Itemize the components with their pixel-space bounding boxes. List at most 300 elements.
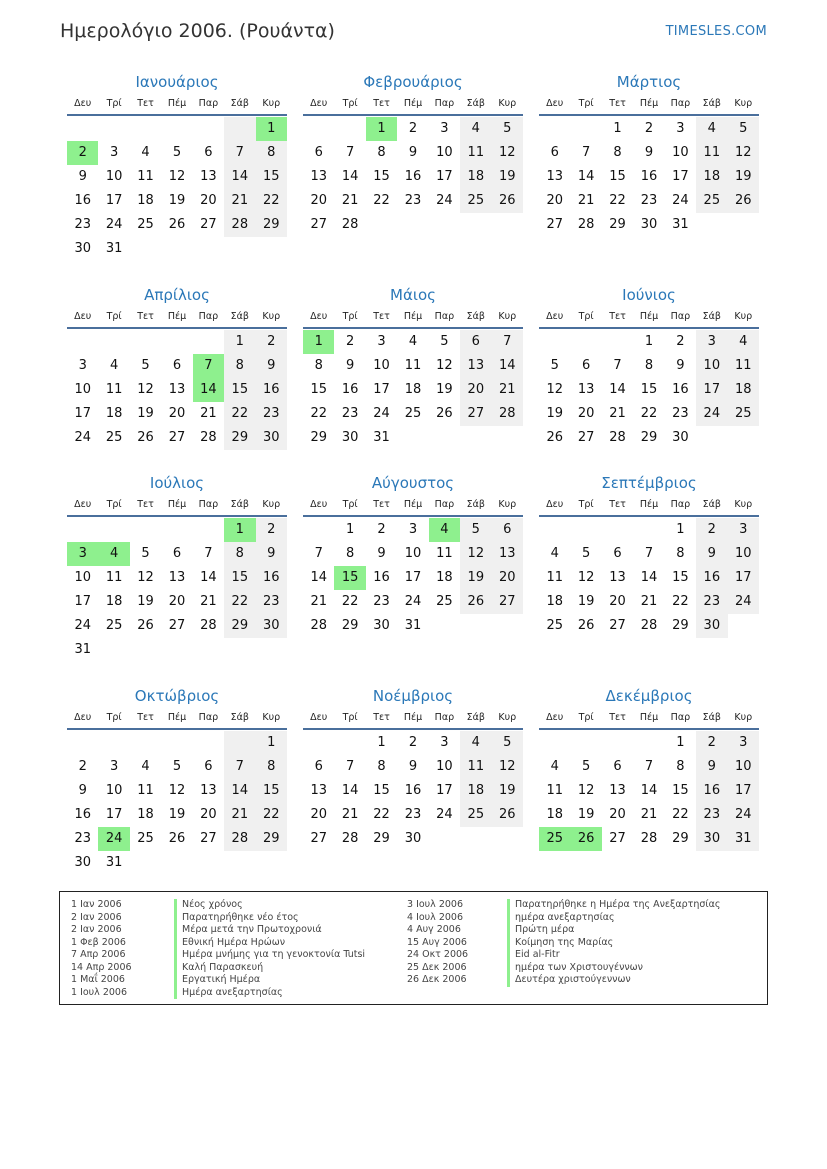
week-row (67, 851, 287, 875)
holiday-day-cell: 14 (193, 378, 224, 402)
day-cell: 15 (672, 783, 689, 798)
day-cell: 16 (341, 382, 359, 397)
day-cell: 25 (404, 406, 422, 421)
day-cell: 14 (609, 382, 626, 397)
empty-day-cell (193, 237, 224, 261)
day-cell: 24 (105, 217, 123, 232)
day-cell: 16 (74, 807, 91, 822)
day-cell: 7 (644, 759, 654, 774)
empty-day-cell (161, 731, 192, 755)
weekday-label: Παρ (434, 98, 455, 109)
day-cell: 3 (728, 518, 759, 542)
day-cell: 10 (105, 783, 123, 798)
week-row (67, 614, 287, 638)
day-cell: 29 (224, 426, 255, 450)
day-cell: 23 (256, 402, 287, 426)
day-cell: 23 (74, 217, 91, 232)
week-row (303, 542, 523, 566)
empty-day-cell (539, 330, 570, 354)
day-cell: 9 (78, 783, 87, 798)
day-cell: 23 (696, 590, 727, 614)
day-cell: 7 (644, 546, 654, 561)
month-block (539, 684, 759, 851)
empty-day-cell (224, 117, 255, 141)
weekday-label: Πέμ (639, 98, 659, 109)
day-cell: 8 (256, 141, 287, 165)
day-cell: 3 (696, 330, 727, 354)
month-block (539, 471, 759, 638)
week-row (539, 731, 759, 755)
day-cell: 10 (74, 570, 91, 585)
holiday-day-cell: 24 (98, 827, 129, 851)
day-cell: 29 (310, 430, 327, 445)
day-cell: 12 (137, 570, 154, 585)
week-row (303, 803, 523, 827)
day-cell: 15 (609, 169, 626, 184)
legend-date: 4 Αυγ 2006 (407, 924, 461, 935)
weekday-label: Δευ (74, 712, 92, 723)
day-cell: 1 (224, 330, 255, 354)
holiday-day-cell: 1 (224, 518, 255, 542)
day-cell: 8 (224, 542, 255, 566)
empty-day-cell (460, 827, 491, 851)
weekday-label: Κυρ (498, 712, 517, 723)
day-cell: 2 (256, 330, 287, 354)
day-cell: 16 (256, 566, 287, 590)
legend-dates (407, 899, 507, 987)
legend-date: 1 Φεβ 2006 (71, 936, 126, 948)
empty-day-cell (366, 213, 397, 237)
empty-day-cell (67, 518, 98, 542)
legend-holiday-name: Πρώτη μέρα (515, 924, 575, 935)
day-cell: 30 (74, 855, 91, 870)
day-cell: 25 (728, 402, 759, 426)
day-cell: 2 (345, 334, 355, 349)
day-cell: 5 (581, 759, 591, 774)
empty-day-cell (570, 330, 601, 354)
empty-day-cell (492, 614, 523, 638)
day-cell: 8 (314, 358, 323, 373)
day-cell: 15 (256, 165, 287, 189)
day-cell: 18 (546, 807, 563, 822)
weekday-label: Δευ (546, 98, 564, 109)
day-cell: 10 (728, 755, 759, 779)
weekday-label: Τρί (342, 712, 358, 723)
day-cell: 4 (550, 759, 559, 774)
day-cell: 22 (256, 803, 287, 827)
month-name: Νοέμβριος (372, 687, 454, 705)
day-cell: 23 (256, 590, 287, 614)
day-cell: 21 (640, 807, 658, 822)
day-cell: 24 (672, 193, 689, 208)
week-row (67, 518, 287, 542)
weekday-label: Τρί (578, 311, 594, 322)
empty-day-cell (224, 851, 255, 875)
day-cell: 24 (373, 406, 390, 421)
week-row (303, 141, 523, 165)
day-cell: 10 (373, 358, 390, 373)
day-cell: 14 (577, 169, 595, 184)
weekday-label: Τρί (106, 98, 122, 109)
day-cell: 11 (546, 570, 563, 585)
empty-day-cell (130, 731, 161, 755)
empty-day-cell (161, 851, 192, 875)
weekday-label: Τετ (373, 98, 390, 109)
day-cell: 8 (377, 759, 386, 774)
empty-day-cell (397, 213, 428, 237)
day-cell: 7 (204, 546, 213, 561)
empty-day-cell (460, 614, 491, 638)
weekday-label: Τρί (578, 98, 594, 109)
empty-day-cell (130, 117, 161, 141)
empty-day-cell (193, 731, 224, 755)
brand-link[interactable]: TIMESLES.COM (665, 24, 767, 39)
day-cell: 6 (581, 358, 591, 373)
weekday-label: Παρ (670, 499, 691, 510)
day-cell: 13 (200, 783, 217, 798)
day-cell: 20 (200, 193, 217, 208)
day-cell: 17 (728, 779, 759, 803)
day-cell: 28 (341, 831, 359, 846)
day-cell: 9 (676, 358, 685, 373)
week-row (539, 566, 759, 590)
day-cell: 22 (373, 193, 390, 208)
day-cell: 26 (137, 430, 154, 445)
month-name: Ιούλιος (149, 474, 205, 492)
day-cell: 16 (373, 570, 390, 585)
day-cell: 9 (78, 169, 87, 184)
day-cell: 8 (377, 145, 386, 160)
day-cell: 22 (310, 406, 327, 421)
day-cell: 9 (256, 354, 287, 378)
day-cell: 2 (377, 522, 386, 537)
day-cell: 19 (436, 382, 453, 397)
day-cell: 19 (492, 165, 523, 189)
week-row (303, 354, 523, 378)
week-row (67, 590, 287, 614)
day-cell: 27 (492, 590, 523, 614)
week-row (67, 402, 287, 426)
day-cell: 25 (696, 189, 727, 213)
legend-holiday-name: Ημέρα ανεξαρτησίας (182, 986, 283, 998)
day-cell: 30 (640, 217, 658, 232)
month-name: Σεπτέμβριος (601, 474, 697, 492)
weekday-label: Τρί (106, 499, 122, 510)
day-cell: 30 (74, 241, 91, 256)
legend-dates (71, 899, 171, 999)
day-cell: 11 (404, 358, 422, 373)
day-cell: 15 (224, 566, 255, 590)
empty-day-cell (303, 117, 334, 141)
weekday-label: Πέμ (403, 712, 423, 723)
week-row (539, 141, 759, 165)
day-cell: 6 (550, 145, 559, 160)
day-cell: 16 (696, 566, 727, 590)
day-cell: 30 (696, 827, 727, 851)
day-cell: 15 (373, 783, 390, 798)
empty-day-cell (193, 638, 224, 662)
weekday-label: Πέμ (639, 499, 659, 510)
empty-day-cell (224, 731, 255, 755)
day-cell: 18 (137, 807, 154, 822)
empty-day-cell (130, 638, 161, 662)
legend-holiday-name: Εργατική Ημέρα (182, 974, 261, 985)
day-cell: 19 (577, 594, 595, 609)
day-cell: 14 (341, 169, 359, 184)
day-cell: 31 (672, 217, 689, 232)
holiday-legend (59, 891, 768, 1005)
day-cell: 13 (310, 783, 327, 798)
day-cell: 22 (224, 590, 255, 614)
day-cell: 18 (105, 594, 123, 609)
empty-day-cell (460, 426, 491, 450)
day-cell: 17 (373, 382, 390, 397)
day-cell: 6 (314, 145, 323, 160)
day-cell: 16 (404, 169, 422, 184)
day-cell: 19 (492, 779, 523, 803)
weekday-label: Τετ (609, 98, 626, 109)
week-row (539, 542, 759, 566)
legend-date: 2 Ιαν 2006 (71, 911, 122, 923)
day-cell: 27 (168, 618, 186, 633)
day-cell: 27 (200, 217, 217, 232)
empty-day-cell (224, 237, 255, 261)
weekday-label: Πέμ (639, 311, 659, 322)
week-row (539, 165, 759, 189)
weekday-label: Κυρ (262, 499, 281, 510)
weekday-label: Τετ (137, 98, 154, 109)
day-cell: 11 (460, 755, 491, 779)
week-row (67, 779, 287, 803)
weekday-label: Παρ (434, 499, 455, 510)
empty-day-cell (98, 330, 129, 354)
day-cell: 30 (373, 618, 390, 633)
day-cell: 20 (310, 807, 327, 822)
day-cell: 25 (460, 803, 491, 827)
day-cell: 6 (204, 759, 213, 774)
day-cell: 7 (613, 358, 622, 373)
weekday-label: Δευ (310, 499, 328, 510)
day-cell: 22 (640, 406, 658, 421)
legend-holiday-name: Ημέρα μνήμης για τη γενοκτονία Tutsi (182, 949, 366, 960)
legend-names (174, 899, 365, 999)
day-cell: 14 (224, 779, 255, 803)
legend-date: 15 Αυγ 2006 (407, 936, 467, 948)
day-cell: 31 (728, 827, 759, 851)
day-cell: 13 (546, 169, 563, 184)
week-row (67, 803, 287, 827)
day-cell: 2 (408, 735, 418, 750)
day-cell: 18 (460, 165, 491, 189)
week-row (303, 779, 523, 803)
weekday-label: Τετ (373, 499, 390, 510)
weekday-label: Κυρ (498, 98, 517, 109)
holiday-day-cell: 15 (334, 566, 365, 590)
day-cell: 1 (613, 121, 622, 136)
weekday-header (539, 495, 759, 517)
day-cell: 29 (672, 618, 689, 633)
month-block (539, 70, 759, 237)
empty-day-cell (130, 851, 161, 875)
holiday-day-cell: 1 (256, 117, 287, 141)
day-cell: 21 (577, 193, 595, 208)
day-cell: 27 (460, 402, 491, 426)
day-cell: 27 (546, 217, 563, 232)
empty-day-cell (193, 851, 224, 875)
day-cell: 5 (172, 145, 182, 160)
weekday-label: Κυρ (734, 712, 753, 723)
day-cell: 12 (168, 169, 186, 184)
legend-date: 26 Δεκ 2006 (407, 974, 467, 985)
legend-holiday-name: Εθνική Ημέρα Ηρώων (182, 936, 286, 948)
day-cell: 5 (141, 546, 150, 561)
day-cell: 12 (168, 783, 186, 798)
day-cell: 4 (550, 546, 559, 561)
weekday-label: Τρί (578, 712, 594, 723)
weekday-label: Σάβ (230, 98, 249, 109)
empty-day-cell (161, 330, 192, 354)
legend-date: 1 Μαΐ 2006 (71, 974, 125, 985)
weekday-label: Πέμ (167, 98, 187, 109)
day-cell: 18 (728, 378, 759, 402)
page-title: Ημερολόγιο 2006. (Ρουάντα) (60, 20, 335, 42)
week-row (67, 755, 287, 779)
empty-day-cell (161, 237, 192, 261)
empty-day-cell (67, 731, 98, 755)
day-cell: 13 (609, 570, 626, 585)
weekday-label: Δευ (310, 311, 328, 322)
empty-day-cell (256, 638, 287, 662)
day-cell: 12 (137, 382, 154, 397)
day-cell: 27 (577, 430, 595, 445)
month-block (539, 283, 759, 450)
legend-holiday-name: Κοίμηση της Μαρίας (515, 936, 614, 948)
empty-day-cell (429, 426, 460, 450)
day-cell: 2 (408, 121, 418, 136)
day-cell: 18 (436, 570, 453, 585)
week-row (539, 189, 759, 213)
empty-day-cell (67, 330, 98, 354)
week-row (539, 330, 759, 354)
weekday-label: Παρ (198, 311, 219, 322)
weekday-header (67, 495, 287, 517)
week-row (539, 426, 759, 450)
day-cell: 5 (172, 759, 182, 774)
holiday-day-cell: 3 (67, 542, 98, 566)
week-row (67, 330, 287, 354)
empty-day-cell (539, 518, 570, 542)
day-cell: 2 (696, 731, 727, 755)
day-cell: 31 (373, 430, 390, 445)
day-cell: 24 (404, 594, 422, 609)
week-row (539, 779, 759, 803)
day-cell: 26 (137, 618, 154, 633)
week-row (67, 189, 287, 213)
week-row (67, 378, 287, 402)
weekday-label: Τρί (342, 311, 358, 322)
week-row (303, 590, 523, 614)
day-cell: 20 (168, 594, 186, 609)
weekday-label: Κυρ (498, 499, 517, 510)
empty-day-cell (728, 213, 759, 237)
day-cell: 23 (696, 803, 727, 827)
legend-date: 2 Ιαν 2006 (71, 924, 122, 935)
day-cell: 20 (609, 807, 626, 822)
day-cell: 10 (436, 759, 453, 774)
weekday-header (67, 708, 287, 730)
month-block (303, 283, 523, 450)
day-cell: 17 (74, 594, 91, 609)
month-name: Αύγουστος (371, 474, 455, 492)
day-cell: 22 (672, 807, 689, 822)
day-cell: 18 (460, 779, 491, 803)
weekday-label: Τρί (342, 499, 358, 510)
day-cell: 16 (256, 378, 287, 402)
day-cell: 18 (105, 406, 123, 421)
weekday-label: Τετ (137, 499, 154, 510)
day-cell: 11 (105, 570, 123, 585)
day-cell: 28 (640, 618, 658, 633)
day-cell: 13 (168, 570, 186, 585)
month-name: Οκτώβριος (134, 687, 220, 705)
weekday-label: Τετ (373, 712, 390, 723)
day-cell: 10 (74, 382, 91, 397)
day-cell: 7 (345, 145, 355, 160)
day-cell: 17 (74, 406, 91, 421)
weekday-label: Τρί (106, 311, 122, 322)
day-cell: 20 (492, 566, 523, 590)
day-cell: 21 (609, 406, 626, 421)
day-cell: 10 (105, 169, 123, 184)
day-cell: 9 (696, 542, 727, 566)
weekday-label: Τετ (137, 712, 154, 723)
day-cell: 19 (546, 406, 563, 421)
day-cell: 16 (404, 783, 422, 798)
empty-day-cell (98, 638, 129, 662)
day-cell: 28 (341, 217, 359, 232)
day-cell: 5 (460, 518, 491, 542)
day-cell: 31 (105, 241, 123, 256)
day-cell: 30 (404, 831, 422, 846)
day-cell: 25 (436, 594, 453, 609)
week-row (67, 117, 287, 141)
day-cell: 13 (200, 169, 217, 184)
day-cell: 20 (168, 406, 186, 421)
weekday-label: Κυρ (734, 311, 753, 322)
day-cell: 8 (345, 546, 355, 561)
month-block (67, 70, 287, 261)
day-cell: 3 (78, 358, 87, 373)
week-row (539, 518, 759, 542)
holiday-day-cell: 4 (429, 518, 460, 542)
holiday-day-cell: 1 (303, 330, 334, 354)
day-cell: 22 (609, 193, 626, 208)
day-cell: 30 (696, 614, 727, 638)
day-cell: 6 (492, 518, 523, 542)
empty-day-cell (539, 117, 570, 141)
day-cell: 9 (256, 542, 287, 566)
empty-day-cell (334, 117, 365, 141)
day-cell: 28 (577, 217, 595, 232)
day-cell: 12 (577, 570, 595, 585)
weekday-header (539, 708, 759, 730)
empty-day-cell (570, 117, 601, 141)
day-cell: 11 (436, 546, 453, 561)
month-block (303, 471, 523, 638)
day-cell: 17 (728, 566, 759, 590)
day-cell: 23 (341, 406, 359, 421)
empty-day-cell (161, 518, 192, 542)
